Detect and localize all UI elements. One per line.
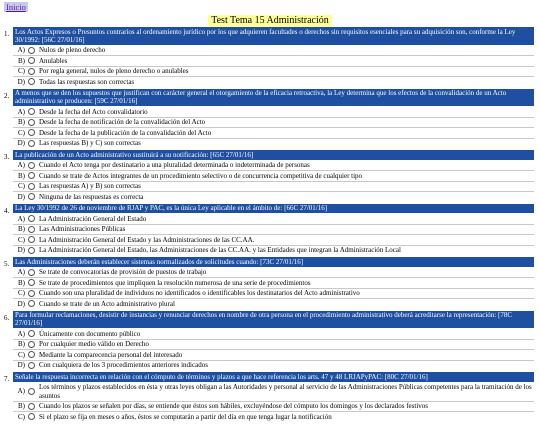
option-letter: A): [17, 46, 25, 54]
option-text: Desde la fecha del Acto convalidatorio: [39, 107, 148, 116]
option-text: Los términos y plazos establecidos en ésta y otras leyes obligan a las Autoridades y personal al servicio de las Administraciones Públicas competentes para la tramitación de los asuntos: [39, 383, 532, 400]
option-letter: A): [17, 161, 25, 169]
question-stem: La Ley 30/1992 de 26 de noviembre de RJAP y PAC, es la única Ley aplicable en el ámbito de: [66C 27/01/16]: [13, 204, 534, 214]
answer-radio[interactable]: [28, 413, 35, 420]
option-text: Desde la fecha de notificación de la convalidación del Acto: [39, 118, 206, 126]
question-number: 3.: [4, 153, 10, 161]
option-text: Se trate de procedimientos que impliquen la resolución numerosa de una serie de procedimientos: [39, 278, 311, 287]
option-letter: A): [17, 387, 25, 396]
option-letter: B): [18, 402, 25, 410]
question-block: [4, 372, 534, 422]
option-text: Desde la fecha de la publicación de la convalidación del Acto: [39, 128, 212, 137]
option-letter: C): [18, 289, 25, 297]
answer-option[interactable]: [13, 46, 534, 57]
question-number: 1.: [4, 30, 10, 38]
question-block: [4, 204, 534, 256]
option-letter: A): [17, 107, 25, 116]
answer-radio[interactable]: [28, 183, 35, 190]
top-bar: [0, 0, 540, 14]
option-text: Únicamente con documento público: [39, 329, 141, 338]
option-text: Con cualquiera de los 3 procedimientos anteriores indicados: [39, 361, 208, 369]
question-number: 4.: [4, 206, 10, 215]
answer-option[interactable]: [13, 340, 534, 351]
answer-radio[interactable]: [28, 290, 35, 297]
question-block: [4, 257, 534, 309]
answer-option[interactable]: [13, 412, 534, 422]
question-stem: Las Administraciones deberán establecer sistemas normalizados de solicitudes cuando: [73C 27/01/16]: [13, 257, 534, 267]
option-letter: C): [18, 235, 25, 244]
option-text: La Administración General del Estado, las Administraciones de las CC.AA. y las Entidades que integran la Administración Local: [39, 246, 401, 254]
answer-radio[interactable]: [28, 341, 35, 348]
answer-radio[interactable]: [28, 279, 35, 286]
answer-radio[interactable]: [28, 300, 35, 307]
option-text: Cuando los plazos se señalen por días, se entiende que éstos son hábiles, excluyéndose del cómputo los domingos y los declarados festivos: [39, 402, 429, 410]
question-block: [4, 311, 534, 371]
title-wrap: [0, 15, 540, 27]
option-letter: B): [18, 56, 25, 65]
option-text: Las respuestas B) y C) son correctas: [39, 139, 141, 147]
answer-option[interactable]: [13, 161, 534, 172]
question-body: [13, 27, 534, 87]
question-gap: [0, 422, 540, 424]
option-text: Las Administraciones Públicas: [39, 225, 126, 233]
option-letter: B): [18, 118, 25, 126]
question-block: [4, 150, 534, 202]
question-number: 6.: [4, 313, 10, 322]
question-number: 2.: [4, 91, 10, 100]
option-letter: D): [17, 299, 25, 308]
option-text: Por regla general, nulos de pleno derecho o anulables: [39, 67, 189, 75]
answer-option[interactable]: [13, 192, 534, 202]
answer-option[interactable]: [13, 268, 534, 279]
answer-radio[interactable]: [28, 226, 35, 233]
option-letter: B): [18, 171, 25, 180]
answer-radio[interactable]: [28, 68, 35, 75]
option-text: Cuando son una pluralidad de individuos no identificados o identificables los destinatarios del Acto administrativo: [39, 289, 360, 297]
question-body: [13, 204, 534, 256]
option-letter: A): [17, 329, 25, 338]
answer-option[interactable]: [13, 246, 534, 256]
answer-radio[interactable]: [28, 119, 35, 126]
question-stem: Los Actos Expresos o Presuntos contrarios al ordenamiento jurídico por los que adquieren facultades o derechos sin requisitos esenciales para su adquisición son, conforme la Ley 30/1992: [56C 27/01/16]: [13, 27, 534, 45]
answer-radio[interactable]: [28, 172, 35, 179]
answer-radio[interactable]: [28, 403, 35, 410]
answer-radio[interactable]: [28, 388, 35, 395]
option-letter: C): [18, 182, 25, 190]
option-text: Si el plazo se fija en meses o años, éstos se computarán a partir del día en que tenga lugar la notificación: [39, 412, 332, 421]
question-stem: Para formular reclamaciones, desistir de instancias y renunciar derechos en nombre de otra persona en el procedimiento administrativo deberá acreditarse la representación: [78C 27/01/16]: [13, 311, 534, 329]
answer-radio[interactable]: [28, 247, 35, 254]
question-stem: A menos que se den los supuestos que justifican con carácter general el otorgamiento de la eficacia retroactiva, la Ley determina que los efectos de la convalidación de un Acto administrativo se producen: [59C 27/01/16]: [13, 89, 534, 107]
page-title: Test Tema 15 Administración: [208, 15, 332, 27]
option-letter: C): [18, 128, 25, 137]
option-text: Las respuestas A) y B) son correctas: [39, 182, 141, 190]
option-letter: B): [18, 225, 25, 233]
answer-radio[interactable]: [28, 362, 35, 369]
option-letter: C): [18, 412, 25, 421]
question-number: 5.: [4, 260, 10, 268]
answer-option[interactable]: [13, 171, 534, 182]
answer-radio[interactable]: [28, 47, 35, 54]
option-text: La Administración General del Estado: [39, 214, 147, 223]
option-text: Todas las respuestas son correctas: [39, 77, 135, 86]
question-block: [4, 89, 534, 149]
answer-option[interactable]: [13, 214, 534, 225]
option-letter: C): [18, 350, 25, 359]
answer-radio[interactable]: [28, 140, 35, 147]
option-text: Cuando se trate de un Acto administrativo plural: [39, 299, 175, 308]
answer-radio[interactable]: [28, 330, 35, 337]
option-letter: D): [17, 192, 25, 201]
option-text: La Administración General del Estado y las Administraciones de las CC.AA.: [39, 235, 255, 244]
home-link[interactable]: Inicio: [6, 2, 26, 12]
option-letter: D): [17, 361, 25, 369]
answer-radio[interactable]: [28, 351, 35, 358]
answer-option[interactable]: [13, 128, 534, 139]
answer-radio[interactable]: [28, 269, 35, 276]
answer-option[interactable]: [13, 350, 534, 361]
answer-option[interactable]: [13, 118, 534, 129]
answer-option[interactable]: [13, 107, 534, 118]
question-stem: Señale la respuesta incorrecta en relación con el cómputo de términos y plazos a que hace referencia los arts. 47 y 48 LRJAPyPAC: [80C 27/01/16]: [13, 372, 534, 382]
question-body: [13, 257, 534, 309]
option-letter: B): [18, 340, 25, 348]
option-letter: D): [17, 77, 25, 86]
question-stem: La publicación de un Acto administrativo sustituirá a su notificación: [65C 27/01/16]: [13, 150, 534, 160]
option-text: Mediante la comparecencia personal del interesado: [39, 350, 183, 359]
option-letter: B): [18, 278, 25, 287]
answer-radio[interactable]: [28, 193, 35, 200]
option-letter: C): [18, 67, 25, 75]
answer-option[interactable]: [13, 235, 534, 246]
answer-option[interactable]: [13, 361, 534, 371]
answer-radio[interactable]: [28, 236, 35, 243]
answer-option[interactable]: [13, 182, 534, 193]
option-letter: D): [17, 139, 25, 147]
option-text: Por cualquier medio válido en Derecho: [39, 340, 149, 348]
answer-option[interactable]: [13, 383, 534, 402]
question-body: [13, 311, 534, 371]
answer-option[interactable]: [13, 77, 534, 87]
option-letter: D): [17, 246, 25, 254]
option-letter: A): [17, 214, 25, 223]
answer-option[interactable]: [13, 67, 534, 78]
answer-radio[interactable]: [28, 78, 35, 85]
option-text: Nulos de pleno derecho: [39, 46, 106, 54]
answer-radio[interactable]: [28, 108, 35, 115]
question-body: [13, 150, 534, 202]
answer-option[interactable]: [13, 402, 534, 413]
option-text: Anulables: [39, 56, 68, 65]
option-text: Se trate de convocatorias de provisión de puestos de trabajo: [39, 268, 207, 276]
answer-option[interactable]: [13, 139, 534, 149]
question-body: [13, 89, 534, 149]
answer-option[interactable]: [13, 299, 534, 309]
answer-radio[interactable]: [28, 215, 35, 222]
answer-radio[interactable]: [28, 129, 35, 136]
answer-option[interactable]: [13, 225, 534, 236]
option-text: Cuando el Acto tenga por destinatario a una pluralidad determinada o indeterminada de personas: [39, 161, 310, 169]
answer-radio[interactable]: [28, 162, 35, 169]
answer-radio[interactable]: [28, 57, 35, 64]
questions-list: [0, 27, 540, 424]
question-number: 7.: [4, 375, 10, 383]
question-body: [13, 372, 534, 422]
answer-option[interactable]: [13, 56, 534, 67]
answer-option[interactable]: [13, 329, 534, 340]
answer-option[interactable]: [13, 278, 534, 289]
question-block: [4, 27, 534, 87]
option-letter: A): [17, 268, 25, 276]
answer-option[interactable]: [13, 289, 534, 300]
option-text: Cuando se trate de Actos integrantes de un procedimiento selectivo o de concurrencia competitiva de cualquier tipo: [39, 171, 363, 180]
option-text: Ninguna de las respuestas es correcta: [39, 192, 144, 201]
